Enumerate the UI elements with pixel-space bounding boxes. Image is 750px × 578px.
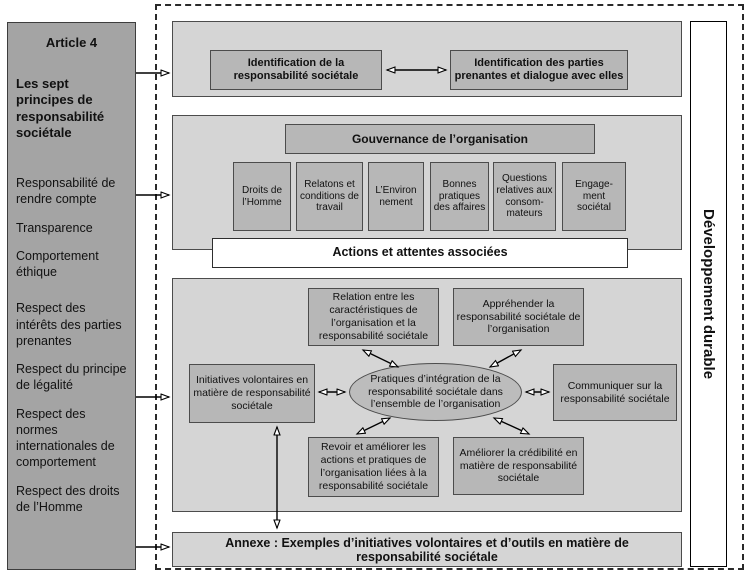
engagement-societal-box: Engage- ment sociétal	[562, 162, 626, 231]
principle-item: Comportement éthique	[16, 248, 99, 279]
droits-homme-box: Droits de l’Homme	[233, 162, 291, 231]
developpement-durable-bar	[690, 21, 727, 567]
principle-item: Respect des normes internationales de comportement	[16, 406, 115, 470]
relations-travail-box: Relatons et conditions de travail	[296, 162, 363, 231]
revoir-ameliorer-box: Revoir et améliorer les actions et pratiques de l’organisation liées à la responsabilité sociétale	[308, 437, 439, 497]
credibilite-box: Améliorer la crédibilité en matière de responsabilité sociétale	[453, 437, 584, 495]
article4-panel	[7, 22, 136, 570]
apprehender-box: Appréhender la responsabilité sociétale de l’organisation	[453, 288, 584, 346]
communiquer-box: Communiquer sur la responsabilité sociétale	[553, 364, 677, 421]
relation-caracteristiques-box: Relation entre les caractéristiques de l’organisation et la responsabilité sociétale	[308, 288, 439, 346]
consommateurs-box: Questions relatives aux consom- mateurs	[493, 162, 556, 231]
identification-parties-box: Identification des parties prenantes et dialogue avec elles	[450, 50, 628, 90]
developpement-durable-label: Développement durable	[700, 208, 717, 380]
article4-subtitle: Les sept principes de responsabilité sociétale	[16, 76, 105, 140]
principle-item: Respect des droits de l’Homme	[16, 483, 120, 514]
environnement-box: L’Environ nement	[368, 162, 424, 231]
principle-item: Responsabilité de rendre compte	[16, 176, 116, 207]
identification-responsabilite-box: Identification de la responsabilité sociétale	[210, 50, 382, 90]
principle-item: Respect du principe de légalité	[16, 362, 127, 393]
gouvernance-box: Gouvernance de l’organisation	[285, 124, 595, 154]
pratiques-integration-ellipse: Pratiques d’intégration de la responsabilité sociétale dans l’ensemble de l’organisation	[349, 363, 522, 421]
principle-item: Respect des intérêts des parties prenantes	[16, 301, 122, 348]
annexe-box: Annexe : Exemples d’initiatives volontaires et d’outils en matière de responsabilité sociétale	[172, 532, 682, 567]
bonnes-pratiques-box: Bonnes pratiques des affaires	[430, 162, 489, 231]
actions-attentes-box: Actions et attentes associées	[212, 238, 628, 268]
principle-item: Transparence	[16, 220, 93, 235]
article4-title: Article 4	[45, 35, 98, 50]
initiatives-volontaires-box: Initiatives volontaires en matière de responsabilité sociétale	[189, 364, 315, 423]
